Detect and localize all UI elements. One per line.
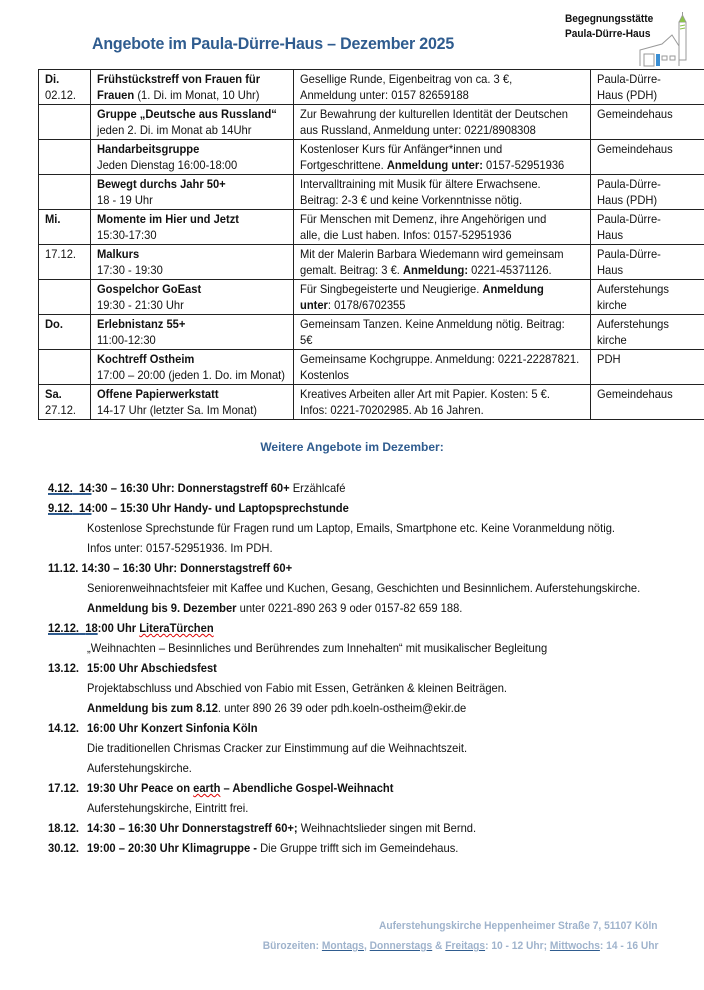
title-cell [91,350,294,385]
event-desc: Infos: 0221-70202985. Ab 16 Jahren. [300,403,484,417]
event-date: 18.12. [48,821,80,835]
day-cell [39,105,91,140]
event-desc-bold: Anmeldung bis zum 8.12 [87,701,218,715]
location: Haus [597,263,624,277]
event-desc: Gesellige Runde, Eigenbeitrag von ca. 3 €, [300,72,513,86]
table-row [39,385,704,420]
event-desc [48,698,643,718]
event-desc: gemalt. Beitrag: 3 €. [300,263,403,277]
footer-office-hours [262,940,658,952]
events-list [48,478,688,858]
event-date: 17.12. [48,781,80,795]
event-date: 12.12. 18 [48,621,98,635]
event-desc: Für Menschen mit Demenz, ihre Angehörigen und [300,212,547,226]
day-link-thursday[interactable]: Donnerstags [369,940,432,952]
logo-line-1: Begegnungsstätte [565,13,654,25]
date-label: 27.12. [45,403,77,417]
table-row [39,70,704,105]
location: Paula-Dürre- [597,247,661,261]
location-cell [591,105,704,140]
day-cell [39,385,91,420]
event-desc: Beitrag: 2-3 € und keine Vorkenntnisse nötig. [300,193,523,207]
location-cell [591,140,704,175]
day-cell [39,315,91,350]
table-row [39,175,704,210]
title-cell [91,175,294,210]
title-cell [91,385,294,420]
desc-cell [294,385,591,420]
event-desc: „Weihnachten – Besinnliches und Berührendes zum Innehalten“ mit musikalischer Begleitung [87,641,548,655]
day-cell [39,350,91,385]
event-desc: Projektabschluss und Abschied von Fabio mit Essen, Getränken & kleinen Beiträgen. [87,681,508,695]
event-desc: Kreatives Arbeiten aller Art mit Papier. Kosten: 5 €. [300,387,550,401]
page-title: Angebote im Paula-Dürre-Haus – Dezember 2025 [92,34,455,53]
date-label: 17.12. [45,247,77,261]
separator: & [431,940,445,952]
location-cell [591,350,704,385]
event-time: 18 - 19 Uhr [97,193,153,207]
table-row [39,210,704,245]
event-title: Malkurs [97,247,140,261]
desc-cell [294,245,591,280]
event-desc: unter 0221-890 263 9 oder 0157-82 659 188. [236,601,463,615]
event-note: Erzählcafé [289,481,346,495]
day-label: Sa. [45,387,62,401]
event-desc: Seniorenweihnachtsfeier mit Kaffee und Kuchen, Gesang, Geschichten und Besinnlichem. Auferstehungskirche. [87,581,641,595]
separator: , [363,940,370,952]
day-link-friday[interactable]: Freitags [444,940,485,952]
logo [562,10,694,68]
event-desc: Für Singbegeisterte und Neugierige. [300,282,483,296]
event-desc: alle, die Lust haben. Infos: 0157-52951936 [300,228,512,242]
date-label: 02.12. [45,88,77,102]
event-title: Erlebnistanz 55+ [97,317,186,331]
day-cell [39,280,91,315]
day-label: Di. [45,72,60,86]
title-cell [91,140,294,175]
table-row [39,350,704,385]
location: Haus [597,228,624,242]
event-desc: Kostenlos [300,368,350,382]
desc-cell [294,140,591,175]
day-cell [39,70,91,105]
event-title: Momente im Hier und Jetzt [97,212,239,226]
event-desc: Auferstehungskirche, Eintritt frei. [87,801,249,815]
event-title: Bewegt durchs Jahr 50+ [97,177,226,191]
day-link-monday[interactable]: Montags [321,940,364,952]
location-cell [591,315,704,350]
event-time: 19:30 - 21:30 Uhr [97,298,184,312]
event-date: 13.12. [48,661,80,675]
table-row [39,105,704,140]
desc-cell [294,105,591,140]
event-heading: earth [193,781,221,795]
location-cell [591,280,704,315]
event-desc [48,598,643,618]
section-heading: Weitere Angebote im Dezember: [260,440,444,454]
event-phone: : 0178/6702355 [327,298,406,312]
day-label: Mi. [45,212,61,226]
location: Auferstehungs [597,282,669,296]
location: Haus (PDH) [597,193,658,207]
event-heading: :30 – 16:30 Uhr: Donnerstagstreff 60+ [91,481,290,495]
logo-line-2: Paula-Dürre-Haus [565,28,651,40]
event-desc: Zur Bewahrung der kulturellen Identität der Deutschen [300,107,568,121]
location: Paula-Dürre- [597,72,661,86]
event-title: Offene Papierwerkstatt [97,387,219,401]
event-title: Kochtreff Ostheim [97,352,195,366]
event-heading: 19:00 – 20:30 Uhr Klimagruppe - [87,841,258,855]
event-desc: Fortgeschrittene. [300,158,387,172]
desc-cell [294,175,591,210]
event-desc-bold: Anmeldung [482,282,544,296]
event-desc: Kostenlose Sprechstunde für Fragen rund um Laptop, Emails, Smartphone etc. Keine Voranmeldung nötig. [87,521,616,535]
desc-cell [294,70,591,105]
event-heading: 14:30 – 16:30 Uhr Donnerstagstreff 60+; [87,821,298,835]
schedule-table [38,69,704,420]
location: Auferstehungs [597,317,669,331]
event-desc: Gemeinsam Tanzen. Keine Anmeldung nötig. Beitrag: [300,317,565,331]
list-item [48,838,643,858]
title-cell [91,210,294,245]
table-row [39,140,704,175]
event-desc: Infos unter: 0157-52951936. Im PDH. [87,541,273,555]
event-name: LiteraTürchen [139,621,214,635]
event-desc: Gemeinsame Kochgruppe. Anmeldung: 0221-22287821. [300,352,580,366]
event-desc: aus Russland, Anmeldung unter: 0221/8908308 [300,123,536,137]
event-heading: 15:00 Uhr Abschiedsfest [87,661,217,675]
desc-cell [294,280,591,315]
list-item [48,618,643,638]
event-note: Weihnachtslieder singen mit Bernd. [297,821,477,835]
location-cell [591,70,704,105]
location: Paula-Dürre- [597,212,661,226]
event-time: 17:30 - 19:30 [97,263,163,277]
event-desc-bold: Anmeldung unter: [386,158,483,172]
list-item [48,778,643,798]
event-heading: :00 – 15:30 Uhr Handy- und Laptopsprechstunde [91,501,349,515]
list-item [48,498,643,518]
day-cell [39,175,91,210]
event-title-cont: Frauen [97,88,135,102]
event-desc: 5€ [300,333,313,347]
list-item [48,658,643,678]
location-cell [591,210,704,245]
location: Gemeindehaus [597,142,673,156]
list-item [48,718,643,738]
event-date: 30.12. [48,841,80,855]
event-desc: Anmeldung unter: 0157 82659188 [300,88,469,102]
desc-cell [294,350,591,385]
event-heading: 19:30 Uhr Peace on [87,781,194,795]
event-date: 4.12. 14 [48,481,92,495]
event-date: 9.12. 14 [48,501,92,515]
event-time: 17:00 – 20:00 (jeden 1. Do. im Monat) [97,368,285,382]
hours-time: : 14 - 16 Uhr [599,940,658,952]
event-title: Gruppe „Deutsche aus Russland“ [97,107,277,121]
event-time: 14-17 Uhr (letzter Sa. Im Monat) [97,403,258,417]
location: kirche [597,333,627,347]
event-time: Jeden Dienstag 16:00-18:00 [97,158,238,172]
event-desc: . unter 890 26 39 oder pdh.koeln-ostheim@ekir.de [217,701,467,715]
day-cell [39,210,91,245]
title-cell [91,315,294,350]
title-cell [91,105,294,140]
event-desc-bold: Anmeldung: [402,263,469,277]
hours-label: Bürozeiten: [262,940,322,952]
list-item [48,818,643,838]
event-desc: Auferstehungskirche. [87,761,192,775]
event-desc: Kostenloser Kurs für Anfänger*innen und [300,142,503,156]
event-time: 11:00-12:30 [97,333,156,347]
location: Gemeindehaus [597,107,673,121]
day-label: Do. [45,317,63,331]
day-cell [39,245,91,280]
day-cell [39,140,91,175]
event-desc: Die traditionellen Chrismas Cracker zur Einstimmung auf die Weihnachtszeit. [87,741,468,755]
event-desc-bold: unter [300,298,328,312]
event-desc-bold: Anmeldung bis 9. Dezember [87,601,237,615]
hours-time: : 10 - 12 Uhr; [484,940,550,952]
list-item [48,478,643,498]
location-cell [591,385,704,420]
location-cell [591,175,704,210]
location: Paula-Dürre- [597,177,661,191]
event-heading: 16:00 Uhr Konzert Sinfonia Köln [87,721,258,735]
location: PDH [597,352,621,366]
event-desc: Intervalltraining mit Musik für ältere Erwachsene. [300,177,541,191]
location: kirche [597,298,627,312]
title-cell [91,280,294,315]
event-heading: :00 Uhr [97,621,140,635]
table-row [39,245,704,280]
desc-cell [294,315,591,350]
footer-address: Auferstehungskirche Heppenheimer Straße 7, 51107 Köln [379,920,658,932]
event-date: 14.12. [48,721,80,735]
location: Haus (PDH) [597,88,658,102]
event-phone: 0221-45371126. [468,263,552,277]
event-title: Gospelchor GoEast [97,282,202,296]
day-link-wednesday[interactable]: Mittwochs [549,940,600,952]
event-title: Frühstückstreff von Frauen für [97,72,261,86]
event-heading: – Abendliche Gospel-Weihnacht [220,781,394,795]
event-time: 15:30-17:30 [97,228,157,242]
list-item: 11.12. 14:30 – 16:30 Uhr: Donnerstagstreff 60+ [48,561,293,575]
event-phone: 0157-52951936 [482,158,565,172]
table-row [39,280,704,315]
location-cell [591,245,704,280]
location: Gemeindehaus [597,387,673,401]
event-title: Handarbeitsgruppe [97,142,200,156]
event-time: jeden 2. Di. im Monat ab 14Uhr [97,123,252,137]
table-row [39,315,704,350]
event-note: Die Gruppe trifft sich im Gemeindehaus. [257,841,459,855]
event-time: (1. Di. im Monat, 10 Uhr) [134,88,260,102]
title-cell [91,245,294,280]
title-cell [91,70,294,105]
event-desc: Mit der Malerin Barbara Wiedemann wird gemeinsam [300,247,564,261]
desc-cell [294,210,591,245]
